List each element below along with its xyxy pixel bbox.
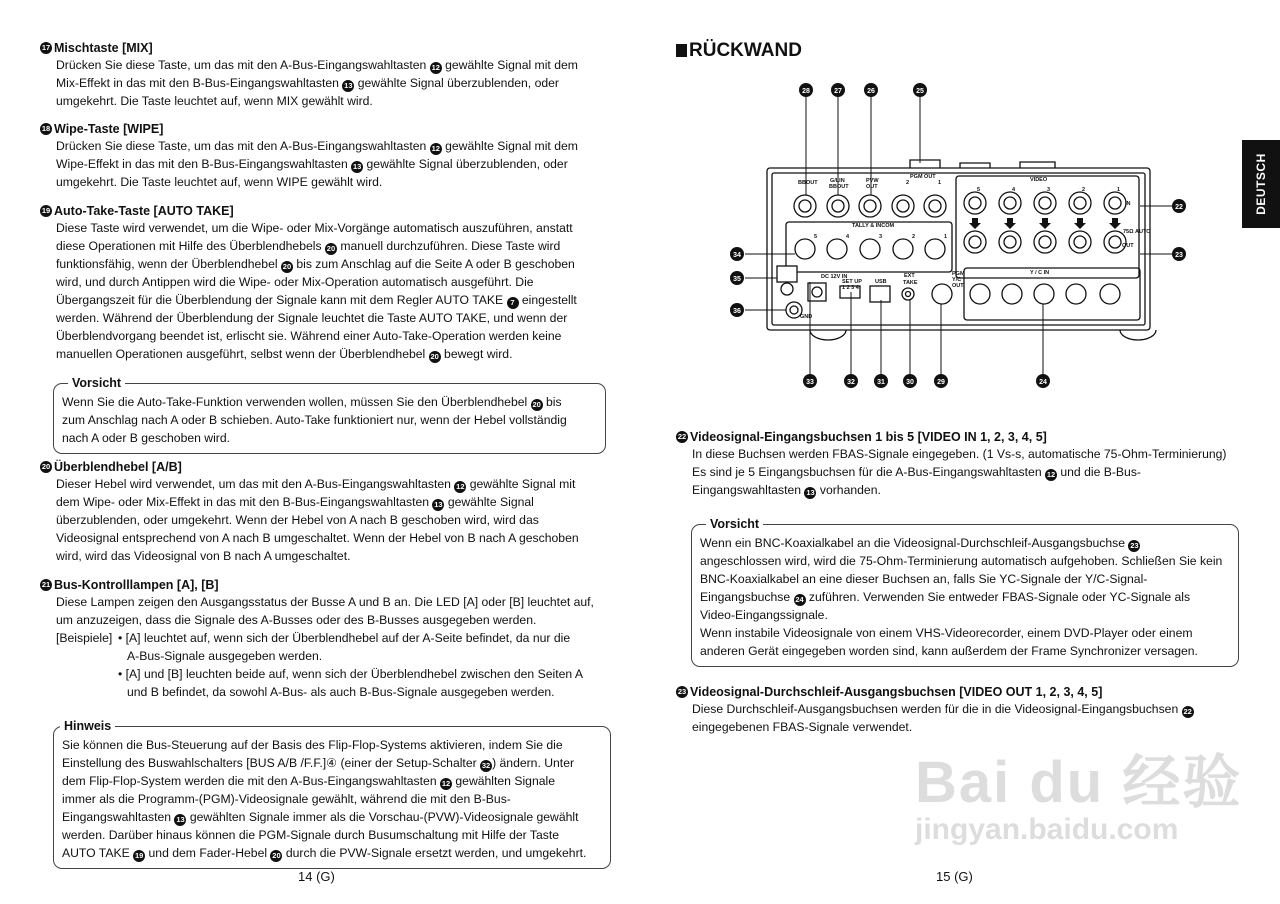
- callout-number: 23: [677, 687, 687, 696]
- section-title: Videosignal-Durchschleif-Ausgangsbuchsen [VIDEO OUT 1, 2, 3, 4, 5]: [690, 685, 1103, 699]
- callout-number: 18: [41, 124, 51, 133]
- note-title: Hinweis: [60, 717, 115, 735]
- svg-text:3: 3: [879, 234, 883, 240]
- svg-text:34: 34: [733, 252, 741, 259]
- svg-text:4: 4: [846, 234, 850, 240]
- section-title: Auto-Take-Taste [AUTO TAKE]: [54, 204, 234, 218]
- callout-number: 22: [677, 432, 687, 441]
- section-title: Bus-Kontrolllampen [A], [B]: [54, 578, 219, 592]
- svg-text:OUT: OUT: [952, 283, 964, 289]
- section-body: Diese Taste wird verwendet, um die Wipe- oder Mix-Vorgänge automatisch auszuführen, anstatt diese Operationen mit Hilfe des Überblendhebels 20 manuell durchzuführen. Diese Taste wird funktionsfähig, wenn der Überblendhebel 20 bis zum Anschlag auf die Seite A oder B geschoben wird, und durch Antippen wird die Wipe- oder Mix-Operation automatisch ausgeführt. Die Übergangszeit für die Überblendung der Signale kann mit dem Regler AUTO TAKE 7 eingestellt werden. Während der Überblendung der Signale leuchtet die Taste AUTO TAKE, und wenn der Überblendvorgang beendet ist, erlischt sie. Während einer Auto-Take-Operation werden keine manuellen Operationen ausgeführt, selbst wenn der Überblendhebel 20 bewegt wird.: [56, 221, 577, 361]
- watermark: Bai du 经验 jingyan.baidu.com: [915, 750, 1243, 846]
- callout-number: 20: [41, 462, 51, 471]
- section-body: Diese Lampen zeigen den Ausgangsstatus der Busse A und B an. Die LED [A] oder [B] leuchtet auf, um anzuzeigen, dass die Signale des A-Busses oder des B-Busses ausgegeben werden. [Beispiele] • [A] leuchtet auf, wenn sich der Überblendhebel auf der A-Seite befindet, da nur die A-Bus-Signale ausgegeben werden. • [A] und [B] leuchten beide auf, wenn sich der Überblendhebel zwischen den Seiten A und B befindet, da sowohl A-Bus- als auch B-Bus-Signale ausgegeben werden.: [56, 595, 594, 699]
- svg-text:G/LIN: G/LIN: [830, 178, 845, 184]
- caution-title: Vorsicht: [68, 374, 125, 392]
- svg-text:3: 3: [1047, 187, 1051, 193]
- svg-text:Y / C IN: Y / C IN: [1030, 270, 1050, 276]
- callout-number: 19: [41, 206, 51, 215]
- svg-text:2: 2: [1082, 187, 1086, 193]
- svg-text:OUT: OUT: [866, 184, 878, 190]
- section-23: [676, 684, 1194, 736]
- svg-text:36: 36: [733, 308, 741, 315]
- page-title: RÜCKWAND: [676, 40, 802, 62]
- svg-text:PVW: PVW: [866, 178, 879, 184]
- svg-text:5: 5: [814, 234, 818, 240]
- svg-text:25: 25: [916, 88, 924, 95]
- section-body: Drücken Sie diese Taste, um das mit den A-Bus-Eingangswahltasten 12 gewählte Signal mit dem Wipe-Effekt in das mit den B-Bus-Eingangswahltasten 13 gewählte Signal überzublenden, oder umgekehrt. Die Taste leuchtet auf, wenn WIPE gewählt wird.: [56, 139, 578, 189]
- section-body: In diese Buchsen werden FBAS-Signale eingegeben. (1 Vs-s, automatische 75-Ohm-Terminierung) Es sind je 5 Eingangsbuchsen für die A-Bus-Eingangswahltasten 12 und die B-Bus- Eingangswahltasten 13 vorhanden.: [692, 447, 1227, 497]
- svg-text:GND: GND: [800, 314, 813, 320]
- svg-text:2: 2: [912, 234, 916, 240]
- svg-text:27: 27: [834, 88, 842, 95]
- note-box: Hinweis Sie können die Bus-Steuerung auf der Basis des Flip-Flop-Systems aktivieren, indem Sie die Einstellung des Buswahlschalters [BUS A/B /F.F.]④ (einer der Setup-Schalter 32 ) ändern. Unter dem Flip-Flop-System werden die mit den A-Bus-Eingangswahltasten 12 gewählten Signale immer als die Programm-(PGM)-Videosignale gewählt, während die mit den B-Bus- Eingangswahltasten 13 gewählten Signale immer als die Vorschau-(PVW)-Videosignale gewählt werden. Darüber hinaus können die PGM-Signale durch Busumschaltung mit Hilfe der Taste AUTO TAKE 19 und dem Fader-Hebel 20 durch die PVW-Signale ersetzt werden, und umgekehrt.: [53, 726, 611, 869]
- section-title: Wipe-Taste [WIPE]: [54, 122, 164, 136]
- left-page: [40, 0, 610, 904]
- svg-text:PGM OUT: PGM OUT: [910, 174, 936, 180]
- svg-text:SET UP: SET UP: [842, 279, 862, 285]
- svg-text:VIDEO: VIDEO: [1030, 177, 1048, 183]
- svg-text:31: 31: [877, 379, 885, 386]
- section-18: [40, 121, 578, 191]
- svg-text:24: 24: [1039, 379, 1047, 386]
- section-17: [40, 40, 578, 110]
- svg-text:1: 1: [944, 234, 948, 240]
- svg-text:USB: USB: [875, 279, 887, 285]
- callout-number: 17: [41, 43, 51, 52]
- svg-text:23: 23: [1175, 252, 1183, 259]
- section-body: Drücken Sie diese Taste, um das mit den A-Bus-Eingangswahltasten 12 gewählte Signal mit dem Mix-Effekt in das mit den B-Bus-Eingangswahltasten 13 gewählte Signal überzublenden, oder umgekehrt. Die Taste leuchtet auf, wenn MIX gewählt wird.: [56, 58, 578, 108]
- svg-text:IN: IN: [1125, 201, 1131, 207]
- page-number: 15 (G): [936, 869, 973, 884]
- svg-text:30: 30: [906, 379, 914, 386]
- svg-text:1: 1: [938, 180, 942, 186]
- svg-text:28: 28: [802, 88, 810, 95]
- svg-text:5: 5: [977, 187, 981, 193]
- section-title: Videosignal-Eingangsbuchsen 1 bis 5 [VIDEO IN 1, 2, 3, 4, 5]: [690, 430, 1047, 444]
- svg-text:29: 29: [937, 379, 945, 386]
- section-19: [40, 203, 610, 363]
- caution-title: Vorsicht: [706, 515, 763, 533]
- svg-text:32: 32: [847, 379, 855, 386]
- svg-text:26: 26: [867, 88, 875, 95]
- section-title: Überblendhebel [A/B]: [54, 460, 182, 474]
- svg-text:OUT: OUT: [1122, 243, 1134, 249]
- svg-text:4: 4: [1012, 187, 1016, 193]
- section-20: [40, 459, 579, 565]
- svg-text:75Ω AUTO: 75Ω AUTO: [1123, 229, 1151, 235]
- svg-text:35: 35: [733, 276, 741, 283]
- svg-text:2: 2: [906, 180, 910, 186]
- section-title: Mischtaste [MIX]: [54, 41, 153, 55]
- section-22: [676, 429, 1227, 499]
- examples-label: [Beispiele]: [56, 631, 113, 645]
- svg-text:DC 12V IN: DC 12V IN: [821, 274, 848, 280]
- svg-text:33: 33: [806, 379, 814, 386]
- caution-box-2: Vorsicht Wenn ein BNC-Koaxialkabel an die Videosignal-Durchschleif-Ausgangsbuchse 23 angeschlossen wird, wird die 75-Ohm-Terminierung automatisch aufgehoben. Schließen Sie kein BNC-Koaxialkabel an eine dieser Buchsen an, falls Sie YC-Signale der Y/C-Signal- Eingangsbuchse 24 zuführen. Verwenden Sie entweder FBAS-Signale oder YC-Signale als Video-Eingangssignale. Wenn instabile Videosignale von einem VHS-Videorecorder, einem DVD-Player oder einem anderen Gerät eingegeben worden sind, kann außerdem der Frame Synchronizer versagen.: [691, 524, 1239, 667]
- svg-text:22: 22: [1175, 204, 1183, 211]
- svg-text:BBOUT: BBOUT: [798, 180, 818, 186]
- page-number: 14 (G): [298, 869, 335, 884]
- caution-box: Vorsicht Wenn Sie die Auto-Take-Funktion verwenden wollen, müssen Sie den Überblendhebel 20 bis zum Anschlag nach A oder B schieben. Auto-Take funktioniert nur, wenn der Hebel vollständig nach A oder B geschoben wird.: [53, 383, 606, 454]
- svg-text:TAKE: TAKE: [903, 280, 918, 286]
- svg-text:BBOUT: BBOUT: [829, 184, 849, 190]
- section-body: Diese Durchschleif-Ausgangsbuchsen werden für die in die Videosignal-Eingangsbuchsen 22 eingegebenen FBAS-Signale verwendet.: [692, 702, 1192, 734]
- svg-text:TALLY & INCOM: TALLY & INCOM: [852, 223, 895, 229]
- svg-text:1: 1: [1117, 187, 1121, 193]
- svg-text:Y/C: Y/C: [952, 277, 962, 283]
- svg-text:1 2 3 4: 1 2 3 4: [842, 285, 859, 291]
- svg-text:PGM: PGM: [952, 271, 965, 277]
- svg-text:EXT: EXT: [904, 273, 915, 279]
- section-21: [40, 577, 610, 701]
- language-tab: DEUTSCH: [1242, 140, 1280, 228]
- callout-number: 21: [41, 580, 51, 589]
- section-body: Dieser Hebel wird verwendet, um das mit den A-Bus-Eingangswahltasten 12 gewählte Signal mit dem Wipe- oder Mix-Effekt in das mit den B-Bus-Eingangswahltasten 13 gewählte Signal überzublenden, oder umgekehrt. Wenn der Hebel von A nach B geschoben wird, wird das Videosignal entsprechend von A nach B umgeschaltet. Wenn der Hebel von B nach A geschoben wird, wird das Videosignal von B nach A umgeschaltet.: [56, 477, 579, 563]
